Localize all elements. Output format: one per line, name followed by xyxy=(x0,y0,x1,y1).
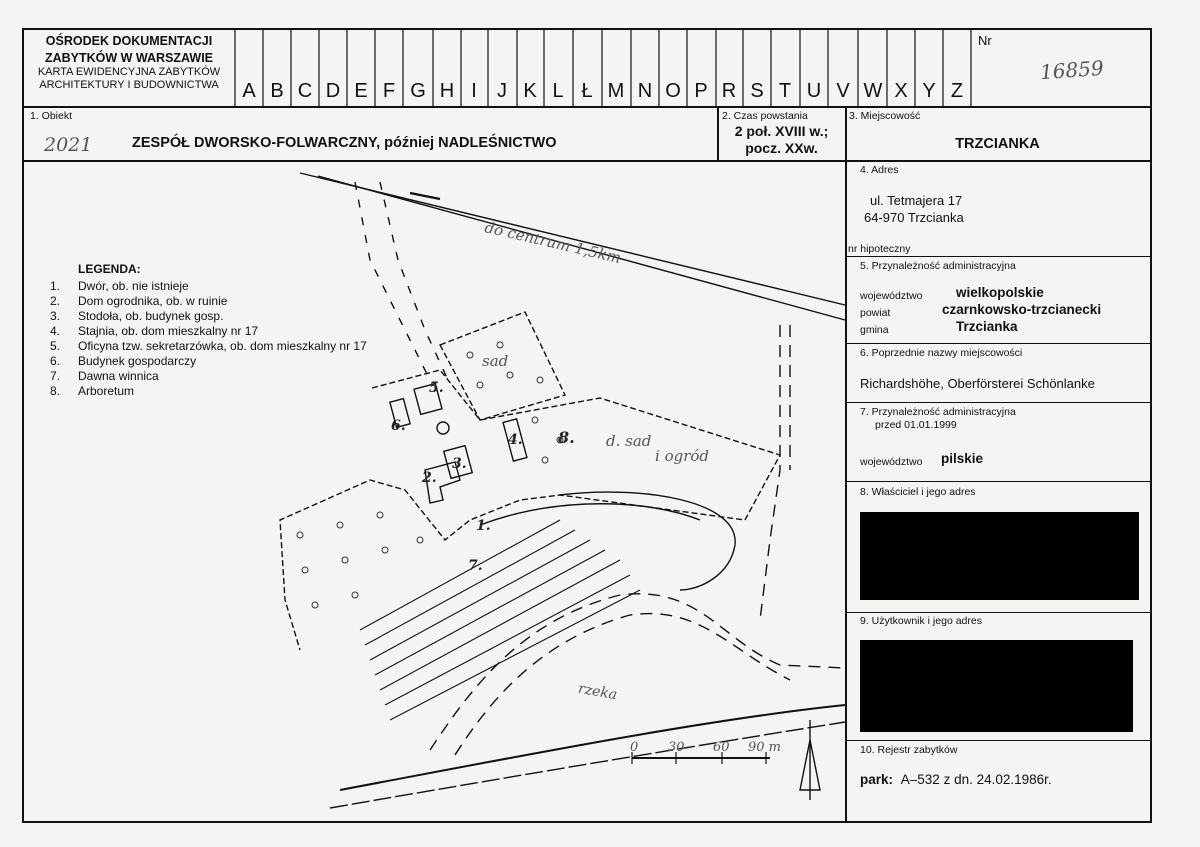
map-number-5: 5. xyxy=(429,380,444,396)
uzytkownik-label: 9. Użytkownik i jego adres xyxy=(860,615,982,627)
map-number-8: 8. xyxy=(558,428,575,447)
legend-item-6-number: 6. xyxy=(50,354,61,368)
scale-label-0: 0 xyxy=(630,740,639,755)
rejestr-prefix: park: xyxy=(860,772,894,787)
gmina-value: Trzcianka xyxy=(956,319,1018,334)
letter-c: C xyxy=(297,80,313,102)
legend-item-6-text: Budynek gospodarczy xyxy=(78,354,197,368)
legend-item-5-text: Oficyna tzw. sekretarzówka, ob. dom mieszkalny nr 17 xyxy=(78,339,367,353)
header-title-line2: ZABYTKÓW W WARSZAWIE xyxy=(44,51,214,65)
letter-b: B xyxy=(270,80,284,102)
powiat-label: powiat xyxy=(860,307,891,319)
legend-item-7-text: Dawna winnica xyxy=(78,369,159,383)
nr-value: 16859 xyxy=(1039,55,1105,85)
przynaleznosc-old-label: 7. Przynależność administracyjna xyxy=(860,406,1016,418)
wojewodztwo-old-label: województwo xyxy=(860,456,923,468)
legend-item-3-text: Stodoła, ob. budynek gosp. xyxy=(78,309,224,323)
legend-item-3-number: 3. xyxy=(50,309,61,323)
old-garden-label-1: d. sad xyxy=(606,432,652,450)
adres-label: 4. Adres xyxy=(860,164,899,176)
poprzednie-label: 6. Poprzednie nazwy miejscowości xyxy=(860,347,1023,359)
pond-circle xyxy=(437,422,449,434)
nr-label: Nr xyxy=(978,33,992,48)
czas-value-line1: 2 poł. XVIII w.; xyxy=(734,123,829,139)
letter-s: S xyxy=(750,80,764,102)
obiekt-number: 2021 xyxy=(44,134,93,156)
letter-j: J xyxy=(497,80,507,102)
powiat-value: czarnkowsko-trzcianecki xyxy=(942,302,1102,317)
legend-item-1-number: 1. xyxy=(50,279,61,293)
letter-g: G xyxy=(410,80,426,102)
legend-item-1-text: Dwór, ob. nie istnieje xyxy=(78,279,189,293)
header-subtitle-line1: KARTA EWIDENCYJNA ZABYTKÓW xyxy=(37,66,221,78)
map-number-7: 7. xyxy=(468,558,483,574)
map-number-3: 3. xyxy=(452,456,467,472)
adres-line2: 64-970 Trzcianka xyxy=(864,210,964,225)
map-number-4: 4. xyxy=(508,432,523,448)
obiekt-value: ZESPÓŁ DWORSKO-FOLWARCZNY, później NADLEŚNICTWO xyxy=(132,135,557,151)
letter-l-stroke: Ł xyxy=(581,80,593,102)
map-number-6: 6. xyxy=(391,418,406,434)
letter-y: Y xyxy=(922,80,936,102)
gmina-label: gmina xyxy=(860,324,889,336)
header-subtitle-line2: ARCHITEKTURY I BUDOWNICTWA xyxy=(39,79,219,91)
letter-i: I xyxy=(471,80,477,102)
miejscowosc-value: TRZCIANKA xyxy=(955,136,1040,152)
czas-value-line2: pocz. XXw. xyxy=(745,140,818,156)
letter-k: K xyxy=(523,80,537,102)
scale-label-90: 90 m xyxy=(748,740,782,755)
legend-title: LEGENDA: xyxy=(78,262,141,276)
legend-item-8-number: 8. xyxy=(50,384,61,398)
dashed-road xyxy=(430,594,845,750)
old-garden-label-2: i ogród xyxy=(655,447,710,465)
map-number-2: 2. xyxy=(422,470,437,486)
letter-x: X xyxy=(894,80,908,102)
przynaleznosc-label: 5. Przynależność administracyjna xyxy=(860,260,1016,272)
letter-u: U xyxy=(806,80,822,102)
river-label: rzeka xyxy=(576,680,619,704)
letter-l: L xyxy=(552,80,564,102)
road-label: do centrum 1,5km xyxy=(482,218,623,268)
map-number-1: 1. xyxy=(476,518,491,534)
letter-z: Z xyxy=(950,80,964,102)
rejestr-label: 10. Rejestr zabytków xyxy=(860,744,958,756)
letter-v: V xyxy=(836,80,850,102)
right-lane xyxy=(760,325,780,620)
legend-item-8-text: Arboretum xyxy=(78,384,135,398)
letter-r: R xyxy=(721,80,737,102)
scale-label-60: 60 xyxy=(713,740,730,755)
legend-item-4-text: Stajnia, ob. dom mieszkalny nr 17 xyxy=(78,324,259,338)
letter-h: H xyxy=(439,80,455,102)
obiekt-label: 1. Obiekt xyxy=(30,110,73,122)
header-title-line1: OŚRODEK DOKUMENTACJI xyxy=(45,34,213,48)
letter-e: E xyxy=(354,80,368,102)
przynaleznosc-old-sub: przed 01.01.1999 xyxy=(875,419,957,431)
sad-label: sad xyxy=(482,352,509,370)
wojewodztwo-old-value: pilskie xyxy=(941,451,984,466)
legend-item-5-number: 5. xyxy=(50,339,61,353)
wojewodztwo-label: województwo xyxy=(860,290,923,302)
rejestr-value: A–532 z dn. 24.02.1986r. xyxy=(900,772,1052,787)
letter-t: T xyxy=(778,80,792,102)
hipoteczny-label: nr hipoteczny xyxy=(848,243,911,255)
letter-p: P xyxy=(694,80,708,102)
wojewodztwo-value: wielkopolskie xyxy=(956,285,1044,300)
czas-label: 2. Czas powstania xyxy=(722,110,808,122)
access-lane xyxy=(355,182,430,380)
letter-a: A xyxy=(242,80,256,102)
letter-o: O xyxy=(665,80,681,102)
legend-item-7-number: 7. xyxy=(50,369,61,383)
letter-m: M xyxy=(607,80,625,102)
legend-item-2-text: Dom ogrodnika, ob. w ruinie xyxy=(78,294,228,308)
letter-f: F xyxy=(382,80,396,102)
adres-line1: ul. Tetmajera 17 xyxy=(870,193,963,208)
letter-d: D xyxy=(325,80,341,102)
letter-w: W xyxy=(863,80,883,102)
poprzednie-value: Richardshöhe, Oberförsterei Schönlanke xyxy=(860,376,1095,391)
miejscowosc-label: 3. Miejscowość xyxy=(849,110,921,122)
wlasciciel-label: 8. Właściciel i jego adres xyxy=(860,486,976,498)
scale-label-30: 30 xyxy=(668,740,685,755)
legend-item-4-number: 4. xyxy=(50,324,61,338)
letter-n: N xyxy=(637,80,653,102)
legend-item-2-number: 2. xyxy=(50,294,61,308)
